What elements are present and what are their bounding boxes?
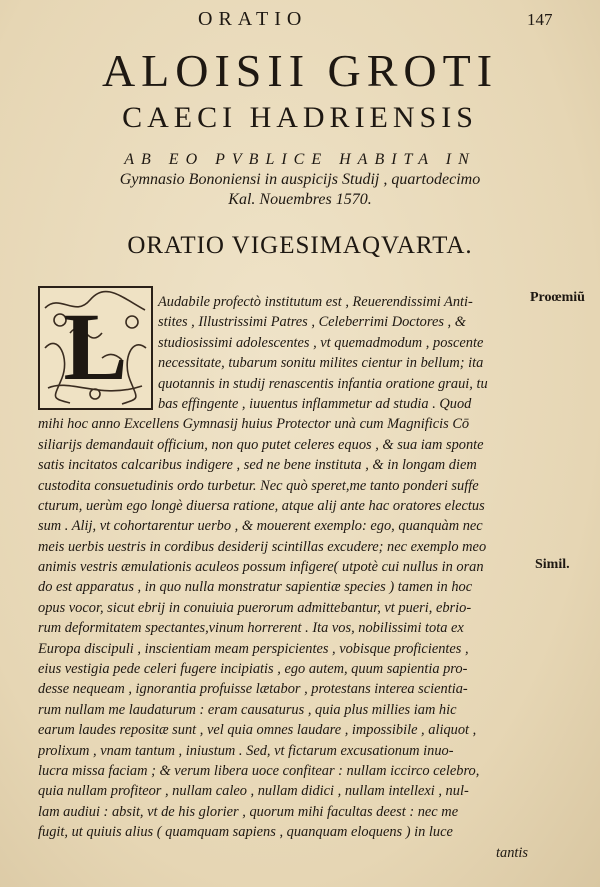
text-line: quia nullam profiteor , nullam caleo , nullam didici , nullam intellexi , nul- [38,783,469,800]
text-line: studiosissimi adolescentes , vt quemadmodum , poscente [158,334,484,351]
text-line: animis vestris æmulationis aculeos possum infigere( utpotè cui nullus in oran [38,559,484,576]
text-line: bas effingente , iuuentus inflammetur ad studia . Quod [158,395,472,412]
occasion-statement [0,150,600,210]
occasion-line: Kal. Nouembres 1570. [228,191,372,208]
text-line: satis incitatos calcaribus indigere , sed ne bene instituta , & in longam diem [38,457,477,474]
text-line: quotannis in studij renascentis infantia oratione graui, tu [158,375,488,392]
text-line: desse nequeam , ignorantia profuisse lætabor , protestans interea scientia- [38,681,468,698]
text-line: prolixum , vnam tantum , iniustum . Sed, vt fictarum excusationum inuo- [38,742,454,759]
text-line: fugit, ut quiuis alius ( quamquam sapiens , quanquam eloquens ) in luce [38,824,453,841]
text-line: lam audiui : absit, vt de his glorier , quorum mihi facultas deest : nec me [38,803,459,820]
text-line: rum deformitatem spectantes,vinum horrerent . Ita vos, nobilissimi tota ex [38,620,464,637]
author-title: ALOISII GROTI [101,45,499,96]
text-line: necessitate, tubarum sonitu milites cientur in bellum; ita [158,355,484,372]
text-line: mihi hoc anno Excellens Gymnasij huius Protector unà cum Magnificis Cō [38,416,470,433]
margin-note-prooemium: Proœmiũ [530,290,585,305]
drop-cap-letter: L [63,293,128,400]
running-head [0,8,600,30]
text-line: earum laudes repositæ sunt , vel quia omnes laudare , impossibile , aliquot , [38,722,477,739]
margin-note-simil: Simil. [535,557,570,572]
text-line: cturum, uerùm ego longè diuersa ratione, atque alij ante hac oratores electus [38,497,485,514]
text-line: siliarijs demandauit officium, non quo putet celeres equos , & sua iam sponte [38,436,484,453]
occasion-line: Gymnasio Bononiensi in auspicijs Studij , quartodecimo [119,171,481,188]
text-line: eius vestigia pede celeri fugere incipiatis , ego autem, quum sapientia pro- [38,661,468,678]
text-line: stites , Illustrissimi Patres , Celeberrimi Doctores , & [158,314,466,331]
running-title: ORATIO [198,8,308,30]
text-line: opus vocor, sicut ebrij in conuiuia puerorum admittebantur, vt pueri, ebrio- [38,599,472,616]
text-line: meis uerbis uestris in cordibus desiderij scintillas excudere; nec exemplo meo [38,538,487,555]
oration-text [38,292,528,863]
text-line: rum nullam me laudaturum : eram causaturus , quia plus millies iam hic [38,701,457,718]
page-number: 147 [527,10,553,29]
text-line: do est apparatus , in quo nulla monstratur sapientiæ species ) tamen in hoc [38,579,473,596]
catchword: tantis [496,844,528,861]
oration-heading: ORATIO VIGESIMAQVARTA. [127,232,473,259]
text-line: Audabile profectò institutum est , Reuerendissimi Anti- [158,294,473,310]
text-line: Europa discipuli , inscientiam meam perspicientes , vobisque proficientes , [38,640,469,657]
occasion-line: AB EO PVBLICE HABITA IN [124,151,476,168]
text-line: sum . Alij, vt cohortarentur uerbo , & mouerent exemplo: ego, quanquàm nec [38,518,483,535]
text-line: custodita consuetudinis ordo turbetur. Nec quò speret,me tanto ponderi suffe [38,477,479,494]
text-line: lucra missa faciam ; & verum libera uoce confitear : nullam iccirco celebro, [38,762,480,779]
author-subtitle: CAECI HADRIENSIS [122,101,478,134]
